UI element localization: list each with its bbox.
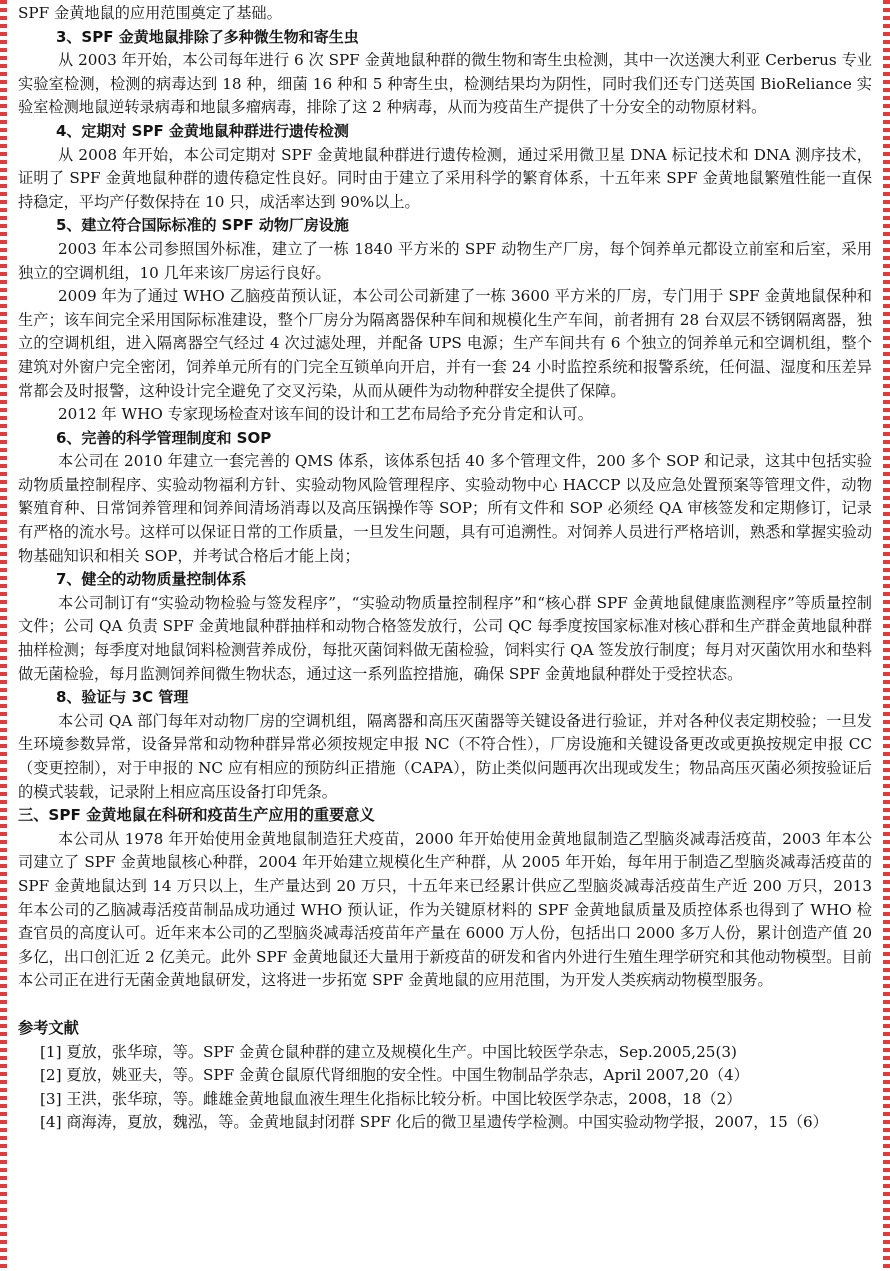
section-5-paragraph-2: 2009 年为了通过 WHO 乙脑疫苗预认证，本公司公司新建了一栋 3600 平方米的厂房，专门用于 SPF 金黄地鼠保种和生产；该车间完全采用国际标准建设，整个厂房分为隔离器保种车间和规模化生产车间，前者拥有 28 台双层不锈钢隔离器，独立的空调机组，进入隔离器空气经过 4 次过滤处理，并配备 UPS 电源；生产车间共有 6 个独立的饲养单元和空调机组，整个建筑对外窗户完全密闭，饲养单元所有的门完全互锁单向开启，并有一套 24 小时监控系统和报警系统，任何温、湿度和压差异常都会及时报警，这种设计完全避免了交叉污染，从而从硬件为动物种群安全提供了保障。 [18,287,872,400]
section-7-heading: 7、健全的动物质量控制体系 [56,570,247,589]
section-3-heading: 3、SPF 金黄地鼠排除了多种微生物和寄生虫 [56,27,359,46]
section-4-heading: 4、定期对 SPF 金黄地鼠种群进行遗传检测 [56,121,349,140]
right-dashed-border [883,0,890,1271]
lead-paragraph: SPF 金黄地鼠的应用范围奠定了基础。 [18,4,282,22]
section-5-paragraph-1: 2003 年本公司参照国外标准，建立了一栋 1840 平方米的 SPF 动物生产厂房，每个饲养单元都设立前室和后室，采用独立的空调机组，10 几年来该厂房运行良好。 [18,239,872,282]
section-8-heading: 8、验证与 3C 管理 [56,688,189,707]
section-7-paragraph-1: 本公司制订有“实验动物检验与签发程序”，“实验动物质量控制程序”和“核心群 SPF 金黄地鼠健康监测程序”等质量控制文件；公司 QA 负责 SPF 金黄地鼠种群抽样和动物合格签发放行，公司 QC 每季度按国家标准对核心群和生产群金黄地鼠种群抽样检测；每季度对地鼠饲料检测营养成份，每批灭菌饲料做无菌检验，饲料实行 QA 签发放行制度；每月对灭菌饮用水和垫料做无菌检验，每月监测饲养间微生物状态，通过这一系列监控措施，确保 SPF 金黄地鼠种群处于受控状态。 [18,593,872,683]
reference-item-2: [2] 夏放，姚亚夫，等。SPF 金黄仓鼠原代肾细胞的安全性。中国生物制品学杂志，April 2007,20（4） [40,1066,749,1085]
references-title: 参考文献 [18,1018,79,1037]
reference-item-3: [3] 王洪，张华琼，等。雌雄金黄地鼠血液生理生化指标比较分析。中国比较医学杂志，2008，18（2） [40,1089,742,1108]
section-3-paragraph-1: 从 2003 年开始，本公司每年进行 6 次 SPF 金黄地鼠种群的微生物和寄生虫检测，其中一次送澳大利亚 Cerberus 专业实验室检测，检测的病毒达到 18 种，细菌 16 种和 5 种寄生虫，检测结果均为阴性，同时我们还专门送英国 BioReliance 实验室检测地鼠逆转录病毒和地鼠多瘤病毒，排除了这 2 种病毒，从而为疫苗生产提供了十分安全的动物原材料。 [18,51,872,117]
section-6-paragraph-1: 本公司在 2010 年建立一套完善的 QMS 体系，该体系包括 40 多个管理文件，200 多个 SOP 和记录，这其中包括实验动物质量控制程序、实验动物福利方针、实验动物风险管理程序、实验动物中心 HACCP 以及应急处置预案等管理文件，动物繁殖育种、日常饲养管理和饲养间清场消毒以及高压锅操作等 SOP；所有文件和 SOP 必须经 QA 审核签发和定期修订，记录有严格的流水号。这样可以保证日常的工作质量，一旦发生问题，具有可追溯性。对饲养人员进行严格培训，熟悉和掌握实验动物基础知识和相关 SOP，并考试合格后才能上岗； [18,452,872,565]
part-3-heading: 三、SPF 金黄地鼠在科研和疫苗生产应用的重要意义 [18,806,375,825]
part-3-paragraph: 本公司从 1978 年开始使用金黄地鼠制造狂犬疫苗，2000 年开始使用金黄地鼠制造乙型脑炎减毒活疫苗，2003 年本公司建立了 SPF 金黄地鼠核心种群，2004 年开始建立规模化生产种群，从 2005 年开始，每年用于制造乙型脑炎减毒活疫苗的 SPF 金黄地鼠达到 14 万只以上，生产量达到 20 万只，十五年来已经累计供应乙型脑炎减毒活疫苗生产近 200 万只，2013 年本公司的乙脑减毒活疫苗制品成功通过 WHO 预认证，作为关键原材料的 SPF 金黄地鼠质量及质控体系也得到了 WHO 检查官员的高度认可。近年来本公司的乙型脑炎减毒活疫苗年产量在 6000 万人份，包括出口 2000 多万人份，累计创造产值 20 多亿，出口创汇近 2 亿美元。此外 SPF 金黄地鼠还大量用于新疫苗的研发和省内外进行生殖生理学研究和其他动物模型。目前本公司正在进行无菌金黄地鼠研发，这将进一步拓宽 SPF 金黄地鼠的应用范围，为开发人类疾病动物模型服务。 [18,829,872,990]
section-4-paragraph-1: 从 2008 年开始，本公司定期对 SPF 金黄地鼠种群进行遗传检测，通过采用微卫星 DNA 标记技术和 DNA 测序技术，证明了 SPF 金黄地鼠种群的遗传稳定性良好。同时由于建立了采用科学的繁育体系，十五年来 SPF 金黄地鼠繁殖性能一直保持稳定，平均产仔数保持在 10 只，成活率达到 90%以上。 [18,145,872,211]
reference-item-1: [1] 夏放，张华琼，等。SPF 金黄仓鼠种群的建立及规模化生产。中国比较医学杂志，Sep.2005,25(3) [40,1042,737,1061]
reference-item-4: [4] 商海涛，夏放，魏泓，等。金黄地鼠封闭群 SPF 化后的微卫星遗传学检测。中国实验动物学报，2007，15（6） [40,1113,828,1132]
section-5-paragraph-3: 2012 年 WHO 专家现场检查对该车间的设计和工艺布局给予充分肯定和认可。 [58,405,593,424]
section-8-paragraph-1: 本公司 QA 部门每年对动物厂房的空调机组，隔离器和高压灭菌器等关键设备进行验证，并对各种仪表定期校验；一旦发生环境参数异常，设备异常和动物种群异常必须按规定申报 NC（不符合性），厂房设施和关键设备更改或更换按规定申报 CC（变更控制），对于申报的 NC 应有相应的预防纠正措施（CAPA），防止类似问题再次出现或发生；物品高压灭菌必须按验证后的模式装载，记录附上相应高压设备打印凭条。 [18,711,872,801]
section-6-heading: 6、完善的科学管理制度和 SOP [56,428,272,447]
left-dashed-border [0,0,7,1271]
section-5-heading: 5、建立符合国际标准的 SPF 动物厂房设施 [56,216,349,235]
document-body [18,2,872,1135]
